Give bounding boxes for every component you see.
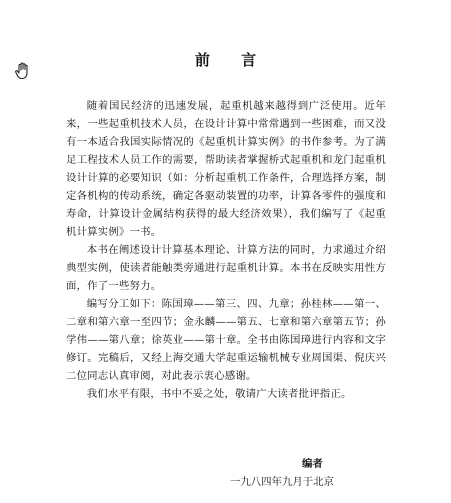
signature-date: 一九八四年九月于北京 [230,476,334,488]
signature-author: 编者 [302,458,323,470]
paragraph-1: 随着国民经济的迅速发展，起重机越来越得到广泛使用。近年来，一些起重机技术人员，在设计计算中常常遇到一些困难，而又没有一本适合我国实际情况的《起重机计算实例》的书作参考。为了满足工程技术人员工作的需要，帮助读者掌握桥式起重机和龙门起重机设计计算的必要知识（如：分析起重机工作条件，合理选择方案，制定各机构的传动系统，确定各驱动装置的功率，计算各零件的强度和寿命，计算设计金属结构获得的最大经济效果），我们编写了《起重机计算实例》一书。 [66,100,386,238]
signature-block [230,455,370,491]
paragraph-3: 编写分工如下：陈国璋——第三、四、九章；孙桂林——第一、二章和第六章一至四节；金永麟——第五、七章和第六章第五节；孙学伟——第八章；徐英业——第十章。全书由陈国璋进行内容和文字修订。完稿后，又经上海交通大学起重运输机械专业周国渠、倪庆兴二位同志认真审阅，对此表示衷心感谢。 [66,298,386,382]
page-title: 前 言 [194,51,270,69]
paragraph-2: 本书在阐述设计计算基本理论、计算方法的同时，力求通过介绍典型实例，使读者能触类旁通进行起重机计算。本书在反映实用性方面，作了一些努力。 [66,244,386,292]
preface-body [66,97,386,403]
paragraph-4: 我们水平有限，书中不妥之处，敬请广大读者批评指正。 [86,388,352,400]
